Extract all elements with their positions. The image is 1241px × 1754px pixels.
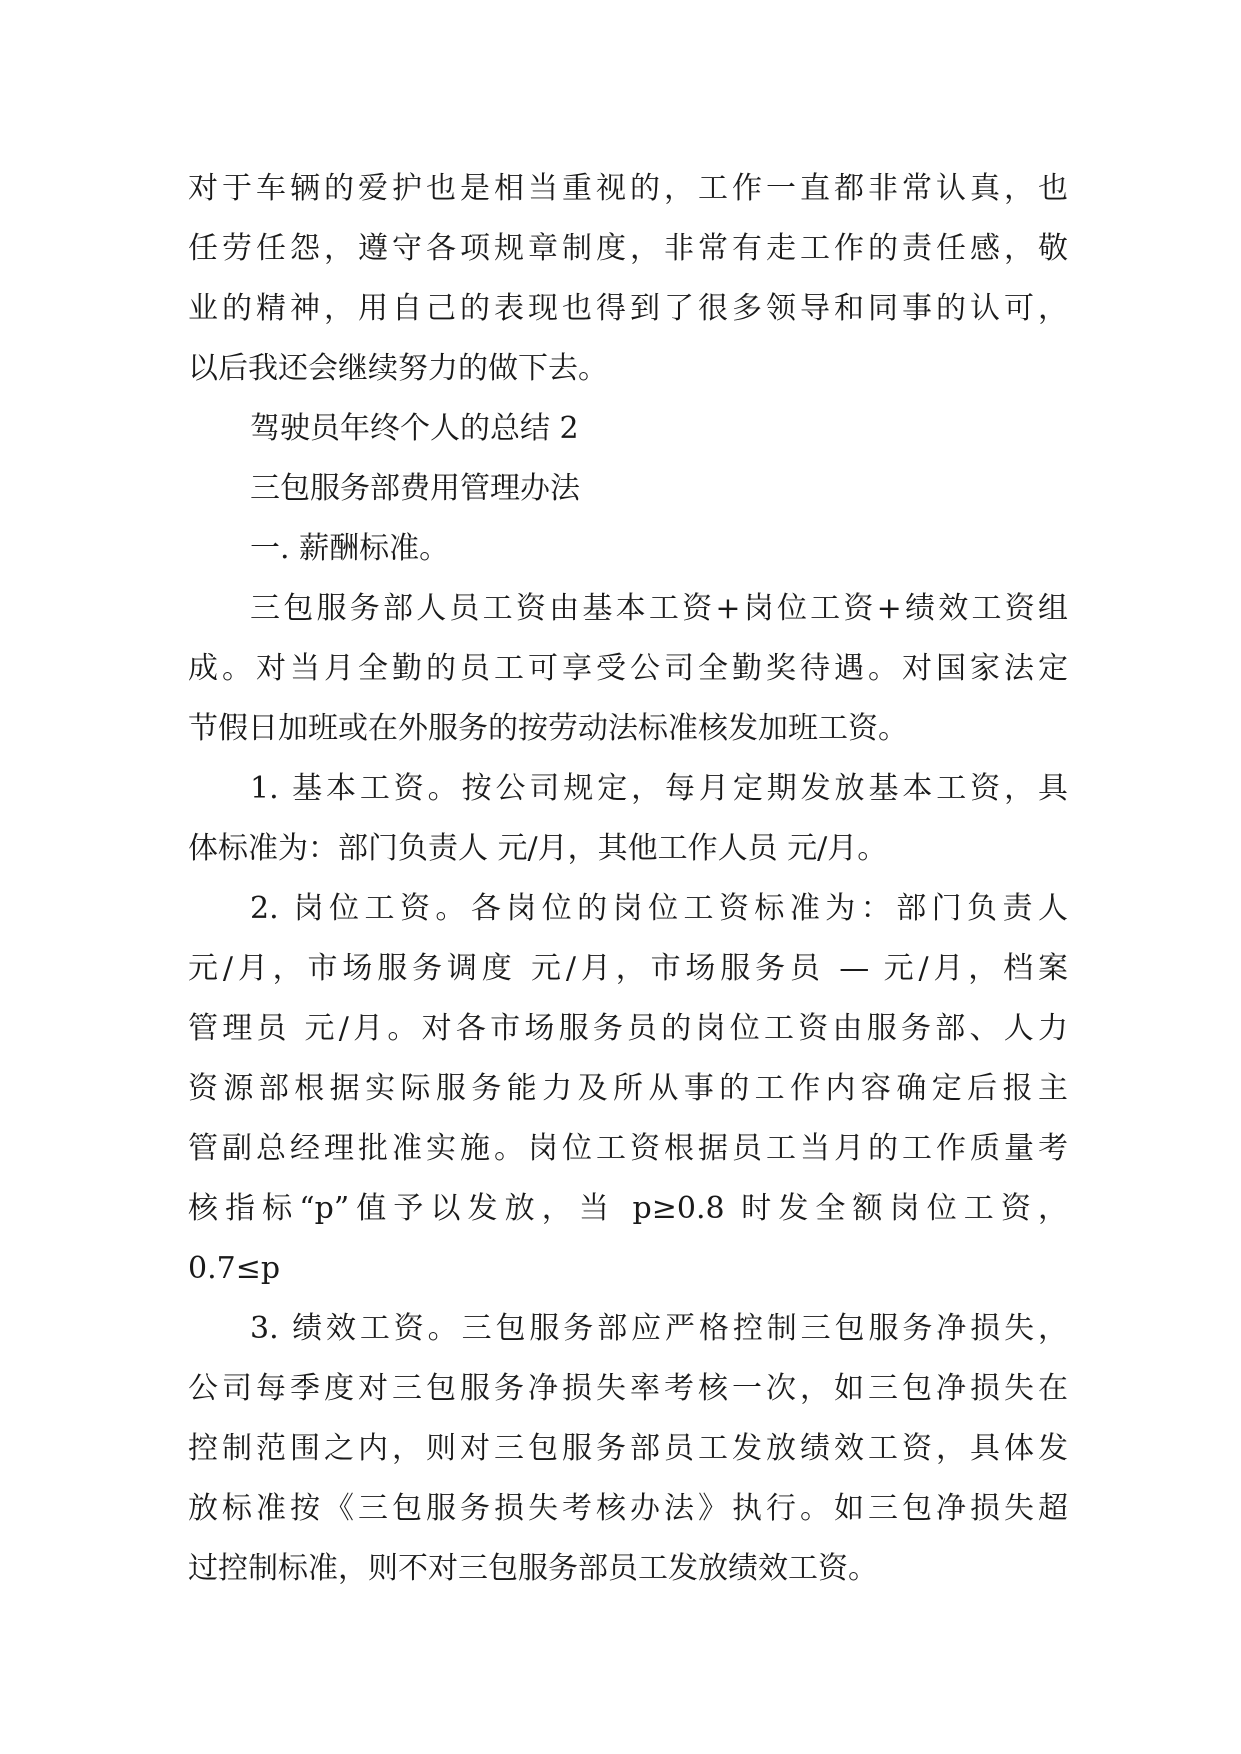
paragraph-line: 成。对当月全勤的员工可享受公司全勤奖待遇。对国家法定 [188, 651, 1068, 686]
document-body [188, 159, 1068, 1599]
section-heading: 一. 薪酬标准。 [250, 531, 450, 566]
paragraph-line: 0.7≤p [188, 1251, 281, 1286]
paragraph-line: 管理员 元/月。对各市场服务员的岗位工资由服务部、人力 [188, 1011, 1068, 1046]
paragraph-line: 以后我还会继续努力的做下去。 [188, 351, 608, 386]
paragraph-line: 元/月，市场服务调度 元/月，市场服务员 — 元/月，档案 [188, 951, 1068, 986]
paragraph-line: 控制范围之内，则对三包服务部员工发放绩效工资，具体发 [188, 1431, 1068, 1466]
paragraph-line: 体标准为：部门负责人 元/月，其他工作人员 元/月。 [188, 831, 888, 866]
paragraph-line: 2. 岗位工资。各岗位的岗位工资标准为：部门负责人 [250, 891, 1068, 926]
paragraph-line: 3. 绩效工资。三包服务部应严格控制三包服务净损失， [250, 1311, 1068, 1346]
paragraph-line: 对于车辆的爱护也是相当重视的，工作一直都非常认真，也 [188, 171, 1068, 206]
paragraph-line: 公司每季度对三包服务净损失率考核一次，如三包净损失在 [188, 1371, 1068, 1406]
paragraph-line: 任劳任怨，遵守各项规章制度，非常有走工作的责任感，敬 [188, 231, 1068, 266]
paragraph-line: 核指标“p”值予以发放，当 p≥0.8 时发全额岗位工资， [188, 1191, 1068, 1226]
paragraph-line: 节假日加班或在外服务的按劳动法标准核发加班工资。 [188, 711, 908, 746]
paragraph-line: 1. 基本工资。按公司规定，每月定期发放基本工资，具 [250, 771, 1068, 806]
paragraph-line: 三包服务部人员工资由基本工资+岗位工资+绩效工资组 [250, 591, 1068, 626]
document-title: 三包服务部费用管理办法 [250, 471, 580, 506]
paragraph-line: 管副总经理批准实施。岗位工资根据员工当月的工作质量考 [188, 1131, 1068, 1166]
section-heading: 驾驶员年终个人的总结 2 [250, 411, 579, 446]
paragraph-line: 过控制标准，则不对三包服务部员工发放绩效工资。 [188, 1551, 878, 1586]
paragraph-line: 业的精神，用自己的表现也得到了很多领导和同事的认可， [188, 291, 1068, 326]
paragraph-line: 资源部根据实际服务能力及所从事的工作内容确定后报主 [188, 1071, 1068, 1106]
paragraph-line: 放标准按《三包服务损失考核办法》执行。如三包净损失超 [188, 1491, 1068, 1526]
